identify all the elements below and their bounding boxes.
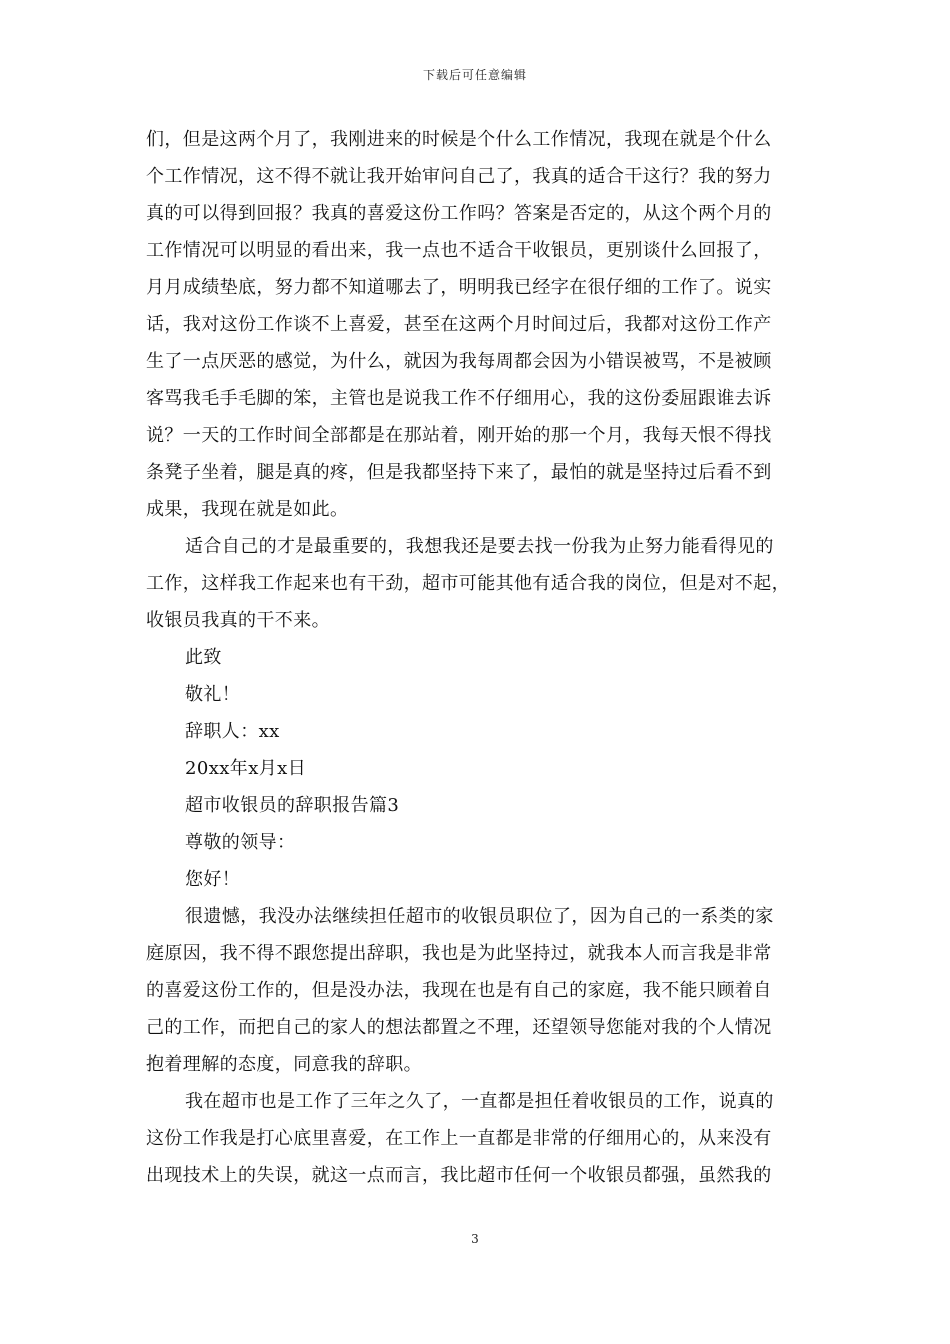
- page-number: 3: [471, 1232, 479, 1246]
- text-line: 成果，我现在就是如此。: [146, 499, 349, 520]
- document-body: [146, 121, 806, 1194]
- text-line: 抱着理解的态度，同意我的辞职。: [146, 1054, 422, 1075]
- paragraph-start-line: 适合自己的才是最重要的，我想我还是要去找一份我为止努力能看得见的: [185, 536, 774, 557]
- text-line: 己的工作，而把自己的家人的想法都置之不理，还望领导您能对我的个人情况: [146, 1017, 772, 1038]
- text-line: 真的可以得到回报？我真的喜爱这份工作吗？答案是否定的，从这个两个月的: [146, 203, 772, 224]
- closing-line: 此致: [185, 647, 222, 668]
- salutation-line: 敬礼！: [185, 684, 241, 705]
- paragraph-start-line: 我在超市也是工作了三年之久了，一直都是担任着收银员的工作，说真的: [185, 1091, 774, 1112]
- text-line: 的喜爱这份工作的，但是没办法，我现在也是有自己的家庭，我不能只顾着自: [146, 980, 772, 1001]
- text-line: 生了一点厌恶的感觉，为什么，就因为我每周都会因为小错误被骂，不是被顾: [146, 351, 772, 372]
- date-line: 20xx年x月x日: [185, 758, 307, 779]
- text-line: 庭原因，我不得不跟您提出辞职，我也是为此坚持过，就我本人而言我是非常: [146, 943, 772, 964]
- text-line: 们，但是这两个月了，我刚进来的时候是个什么工作情况，我现在就是个什么: [146, 129, 772, 150]
- signer-line: 辞职人：xx: [185, 721, 280, 742]
- page-header: 下载后可任意编辑: [422, 68, 527, 82]
- paragraph-start-line: 很遗憾，我没办法继续担任超市的收银员职位了，因为自己的一系类的家: [185, 906, 774, 927]
- text-line: 条凳子坐着，腿是真的疼，但是我都坚持下来了，最怕的就是坚持过后看不到: [146, 462, 772, 483]
- text-line: 工作情况可以明显的看出来，我一点也不适合干收银员，更别谈什么回报了，: [146, 240, 772, 261]
- greeting-line: 尊敬的领导：: [185, 832, 296, 853]
- text-line: 工作，这样我工作起来也有干劲，超市可能其他有适合我的岗位，但是对不起，: [146, 573, 790, 594]
- text-line: 客骂我毛手毛脚的笨，主管也是说我工作不仔细用心，我的这份委屈跟谁去诉: [146, 388, 772, 409]
- text-line: 出现技术上的失误，就这一点而言，我比超市任何一个收银员都强，虽然我的: [146, 1165, 772, 1186]
- text-line: 这份工作我是打心底里喜爱，在工作上一直都是非常的仔细用心的，从来没有: [146, 1128, 772, 1149]
- text-line: 个工作情况，这不得不就让我开始审问自己了，我真的适合干这行？我的努力: [146, 166, 772, 187]
- greeting-line: 您好！: [185, 869, 241, 890]
- section-title: 超市收银员的辞职报告篇3: [185, 795, 400, 816]
- text-line: 月月成绩垫底，努力都不知道哪去了，明明我已经字在很仔细的工作了。说实: [146, 277, 772, 298]
- text-line: 说？一天的工作时间全部都是在那站着，刚开始的那一个月，我每天恨不得找: [146, 425, 772, 446]
- text-line: 收银员我真的干不来。: [146, 610, 330, 631]
- text-line: 话，我对这份工作谈不上喜爱，甚至在这两个月时间过后，我都对这份工作产: [146, 314, 772, 335]
